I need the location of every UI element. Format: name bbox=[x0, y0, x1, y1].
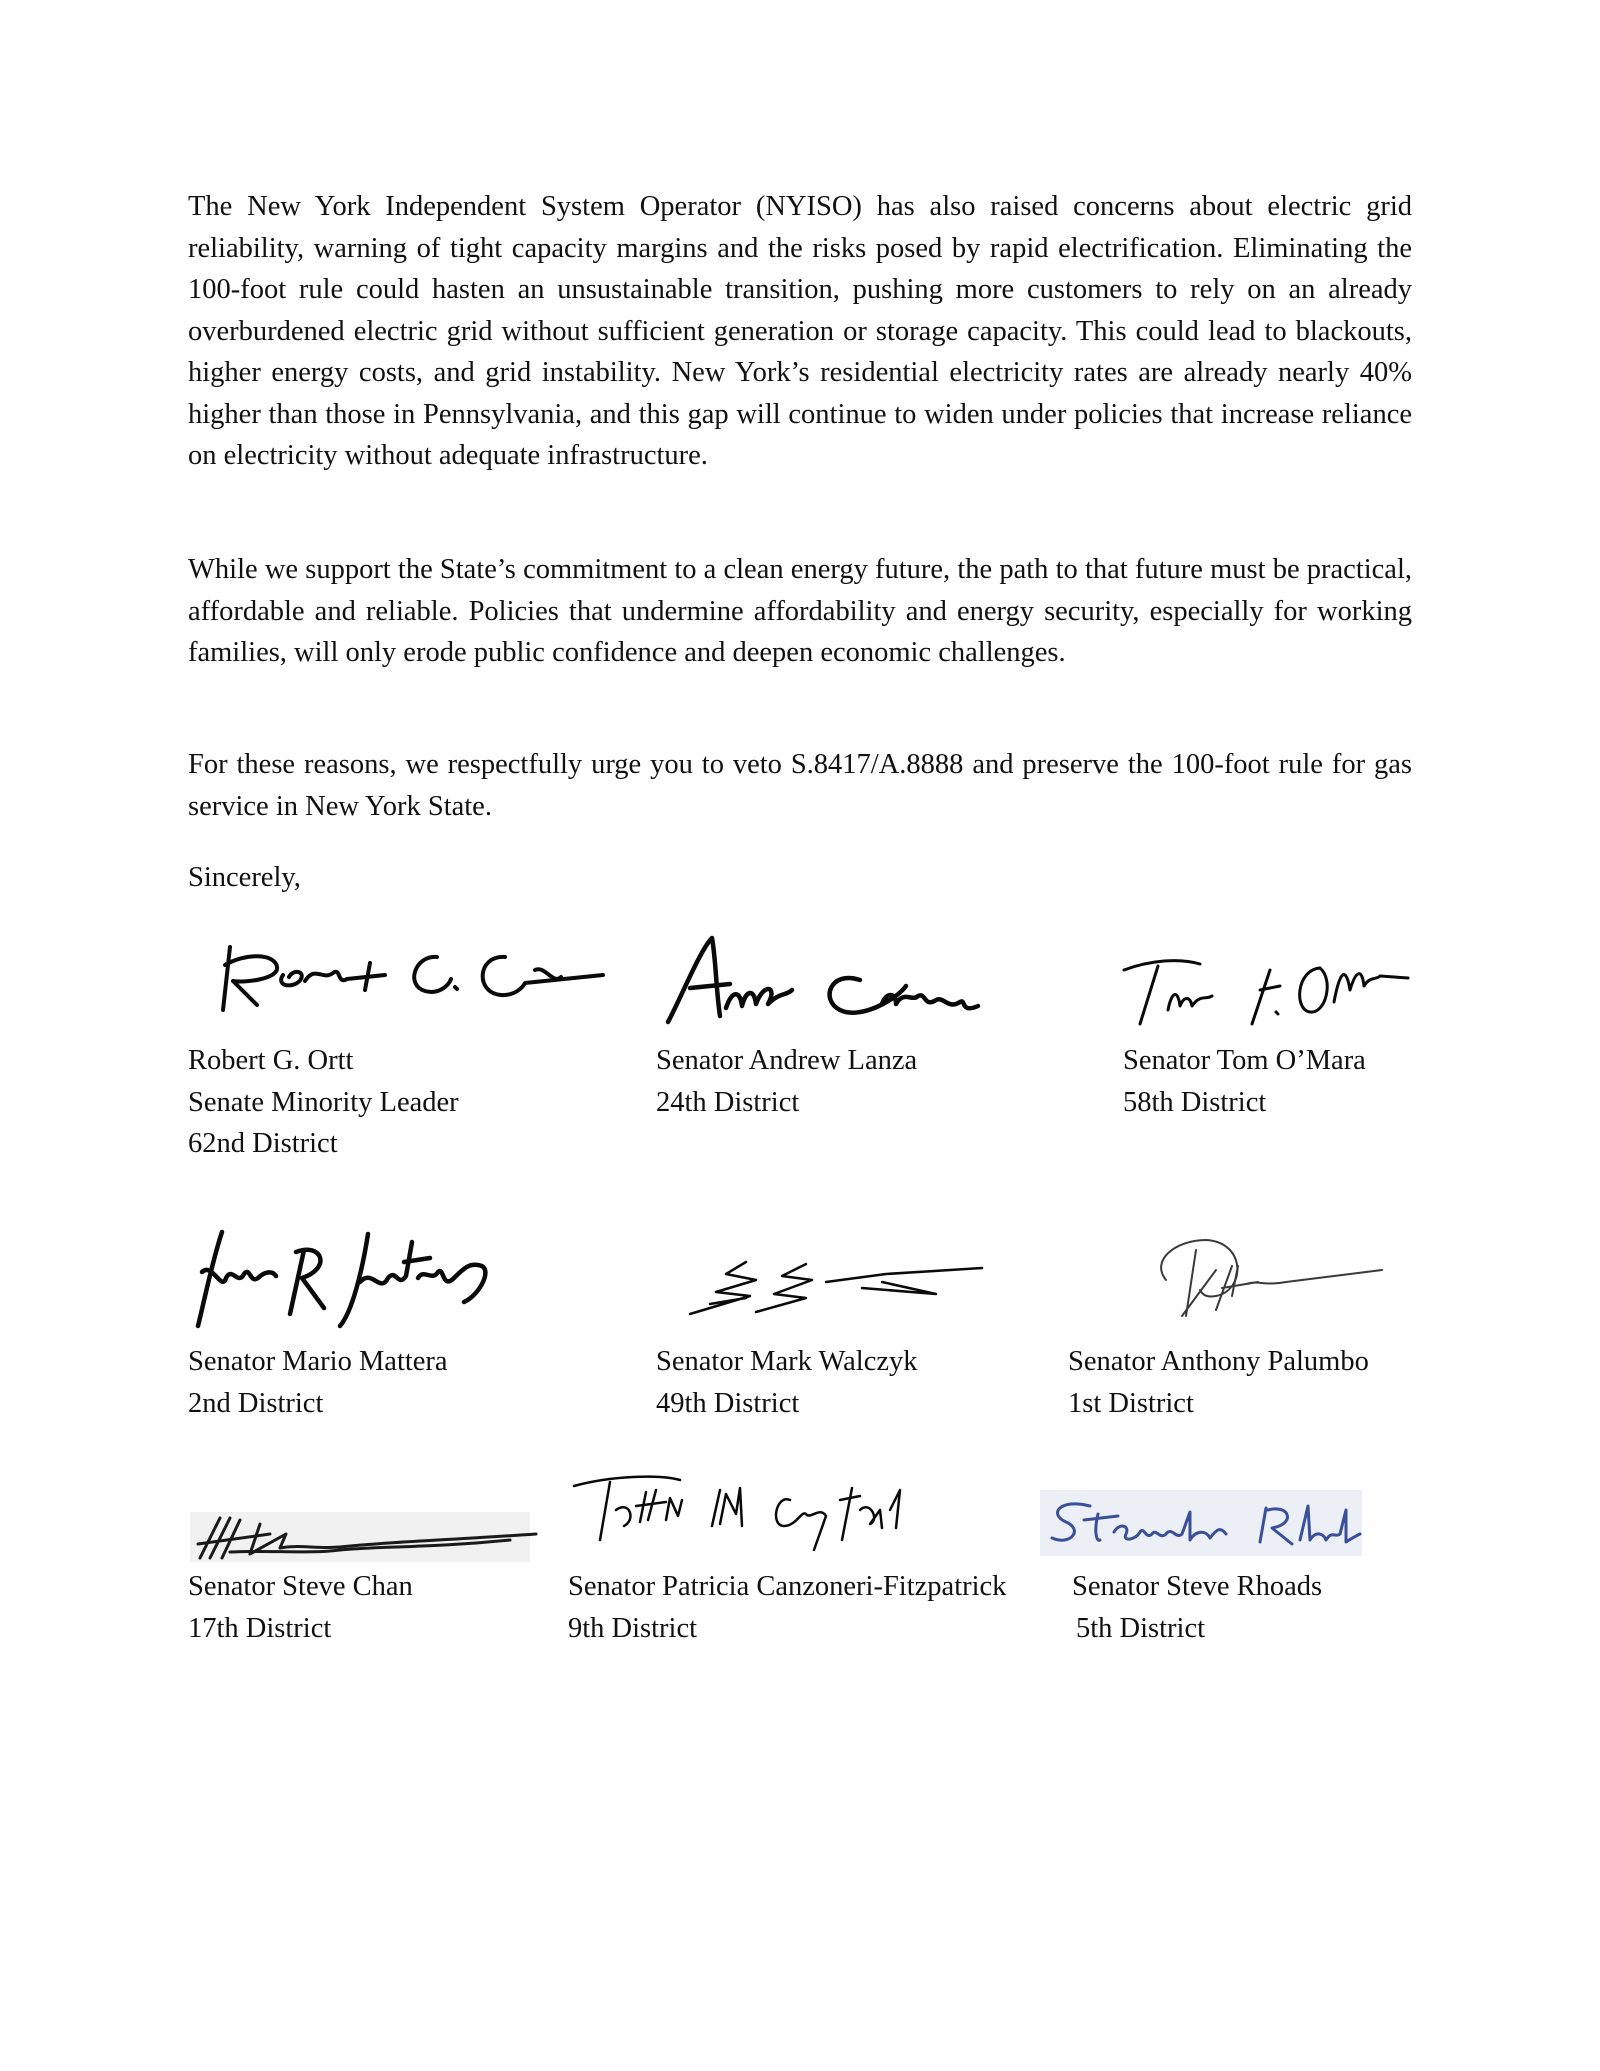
signatory-district: 9th District bbox=[568, 1612, 698, 1644]
signatory-name: Senator Andrew Lanza bbox=[656, 1045, 918, 1076]
signature-chan bbox=[190, 1504, 540, 1564]
signatory-district: 49th District bbox=[656, 1387, 800, 1419]
signatory-walczyk bbox=[656, 1341, 918, 1424]
signature-walczyk bbox=[686, 1252, 986, 1322]
paragraph-veto-request: For these reasons, we respectfully urge you to veto S.8417/A.8888 and preserve the 100-foot rule for gas service in New York State. bbox=[188, 749, 1412, 822]
closing-salutation: Sincerely, bbox=[188, 862, 301, 893]
signatory-district: 1st District bbox=[1068, 1387, 1194, 1419]
signatory-district: 24th District bbox=[656, 1086, 800, 1118]
signature-lanza bbox=[660, 930, 990, 1030]
signature-canzoneri-fitzpatrick bbox=[570, 1470, 930, 1560]
signature-palumbo bbox=[1146, 1230, 1396, 1320]
signatory-omara bbox=[1123, 1040, 1366, 1123]
signatory-name: Senator Anthony Palumbo bbox=[1068, 1346, 1369, 1377]
signatory-name: Robert G. Ortt bbox=[188, 1045, 354, 1076]
signatory-district: 62nd District bbox=[188, 1128, 338, 1159]
signatory-rhoads bbox=[1072, 1566, 1322, 1649]
signatory-district: 58th District bbox=[1123, 1086, 1267, 1118]
signatory-name: Senator Mark Walczyk bbox=[656, 1346, 918, 1377]
signatory-name: Senator Mario Mattera bbox=[188, 1346, 448, 1377]
signatory-name: Senator Patricia Canzoneri-Fitzpatrick bbox=[568, 1571, 1007, 1602]
signatory-name: Senator Steve Chan bbox=[188, 1571, 413, 1602]
signatory-lanza bbox=[656, 1040, 917, 1123]
signatory-district: 17th District bbox=[188, 1612, 332, 1644]
signature-mattera bbox=[192, 1222, 532, 1332]
signatory-title: Senate Minority Leader bbox=[188, 1086, 459, 1118]
signatory-chan bbox=[188, 1566, 413, 1649]
paragraph-grid-reliability: The New York Independent System Operator (NYISO) has also raised concerns about electric grid reliability, warning of tight capacity margins and the risks posed by rapid electrification. Eliminating the 100-foot rule could hasten an unsustainable transition, pushing more customers to rely on an already overburdened electric grid without sufficient generation or storage capacity. This could lead to blackouts, higher energy costs, and grid instability. New York’s residential electricity rates are already nearly 40% higher than those in Pennsylvania, and this gap will continue to widen under policies that increase reliance on electricity without adequate infrastructure. bbox=[188, 191, 1412, 471]
signature-omara bbox=[1120, 950, 1410, 1030]
signature-rhoads bbox=[1040, 1490, 1370, 1560]
signatory-name: Senator Tom O’Mara bbox=[1123, 1045, 1366, 1076]
signatory-name: Senator Steve Rhoads bbox=[1072, 1571, 1323, 1602]
signatory-palumbo bbox=[1068, 1341, 1369, 1424]
signatory-ortt bbox=[188, 1040, 459, 1165]
signatory-district: 5th District bbox=[1076, 1612, 1206, 1644]
signatory-canzoneri-fitzpatrick bbox=[568, 1566, 1006, 1649]
signatory-mattera bbox=[188, 1341, 448, 1424]
signature-ortt bbox=[205, 935, 605, 1015]
paragraph-clean-energy: While we support the State’s commitment to a clean energy future, the path to that future must be practical, affordable and reliable. Policies that undermine affordability and energy security, especially for working families, will only erode public confidence and deepen economic challenges. bbox=[188, 554, 1412, 668]
signatory-district: 2nd District bbox=[188, 1387, 324, 1419]
